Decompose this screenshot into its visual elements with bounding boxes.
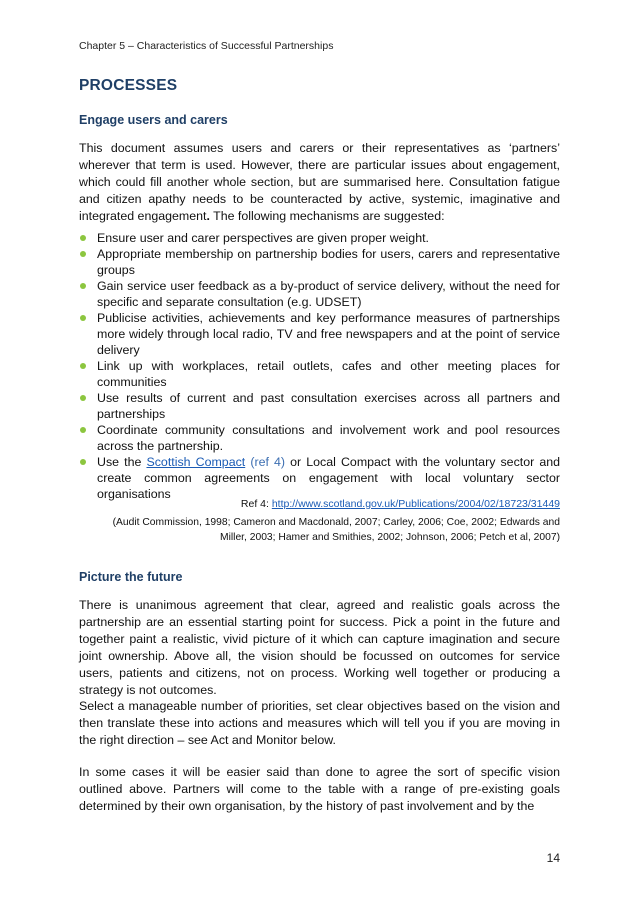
bullet-icon: [80, 315, 86, 321]
bullet-icon: [80, 395, 86, 401]
bullet-icon: [80, 283, 86, 289]
ref-url-link[interactable]: http://www.scotland.gov.uk/Publications/2004/02/18723/31449: [271, 498, 560, 510]
list-item: Use results of current and past consultation exercises across all partners and partnerships: [79, 390, 560, 422]
engage-intro-tail: The following mechanisms are suggested:: [209, 209, 445, 223]
list-item: Ensure user and carer perspectives are given proper weight.: [79, 230, 560, 246]
ref-label: Ref 4:: [240, 498, 272, 510]
section-title: PROCESSES: [79, 77, 178, 94]
future-paragraph-2: Select a manageable number of priorities, set clear objectives based on the vision and then translate these into actions and measures which will tell you if you are moving in the right direction – see Act and Monitor below.: [79, 699, 560, 747]
future-heading: Picture the future: [79, 570, 183, 584]
engage-intro-paragraph: [79, 140, 560, 225]
future-paragraph-1: There is unanimous agreement that clear, agreed and realistic goals across the partnership are an essential starting point for success. Pick a point in the future and together paint a realistic, vivid picture of it which can capture imagination and secure joint ownership. Above all, the vision should be focussed on outcomes for service users, patients and citizens, not on process. Working well together or producing a strategy is not outcomes.: [79, 598, 560, 697]
bullet-icon: [80, 363, 86, 369]
list-item: Gain service user feedback as a by-product of service delivery, without the need for specific and separate consultation (e.g. UDSET): [79, 278, 560, 310]
engage-intro-dot: .: [206, 209, 210, 223]
scottish-compact-link[interactable]: Scottish Compact: [146, 455, 246, 469]
ref-4-marker: (ref 4): [250, 455, 286, 469]
list-item: Coordinate community consultations and involvement work and pool resources across the partnership.: [79, 422, 560, 454]
engagement-mechanisms-list: [79, 230, 560, 502]
bullet-icon: [80, 251, 86, 257]
page-number: 14: [546, 851, 560, 865]
engage-heading: Engage users and carers: [79, 113, 228, 127]
reference-line: [241, 498, 560, 510]
citations: (Audit Commission, 1998; Cameron and Macdonald, 2007; Carley, 2006; Coe, 2002; Edwards and Miller, 2003; Hamer and Smithies, 2002; Johnson, 2006; Petch et al, 2007): [112, 517, 560, 543]
list-item: Use the Scottish Compact (ref 4) or Local Compact with the voluntary sector and create common agreements on engagement with local voluntary sector organisations: [79, 454, 560, 502]
engage-intro-text: This document assumes users and carers or their representatives as ‘partners’ wherever that term is used. However, there are particular issues about engagement, which could fill another whole section, but are summarised here. Consultation fatigue and citizen apathy needs to be counteracted by active, systemic, imaginative and integrated engagement: [79, 141, 560, 223]
bullet-icon: [80, 459, 86, 465]
list-item: Link up with workplaces, retail outlets, cafes and other meeting places for communities: [79, 358, 560, 390]
bullet-icon: [80, 427, 86, 433]
bullet-icon: [80, 235, 86, 241]
list-item: Appropriate membership on partnership bodies for users, carers and representative groups: [79, 246, 560, 278]
future-paragraph-3: In some cases it will be easier said than done to agree the sort of specific vision outlined above. Partners will come to the table with a range of pre-existing goals determined by their own organisation, by the history of past involvement and by the: [79, 765, 560, 813]
page-header: Chapter 5 – Characteristics of Successful Partnerships: [79, 40, 334, 52]
list-item: Publicise activities, achievements and key performance measures of partnerships more widely through local radio, TV and free newspapers and at the point of service delivery: [79, 310, 560, 358]
